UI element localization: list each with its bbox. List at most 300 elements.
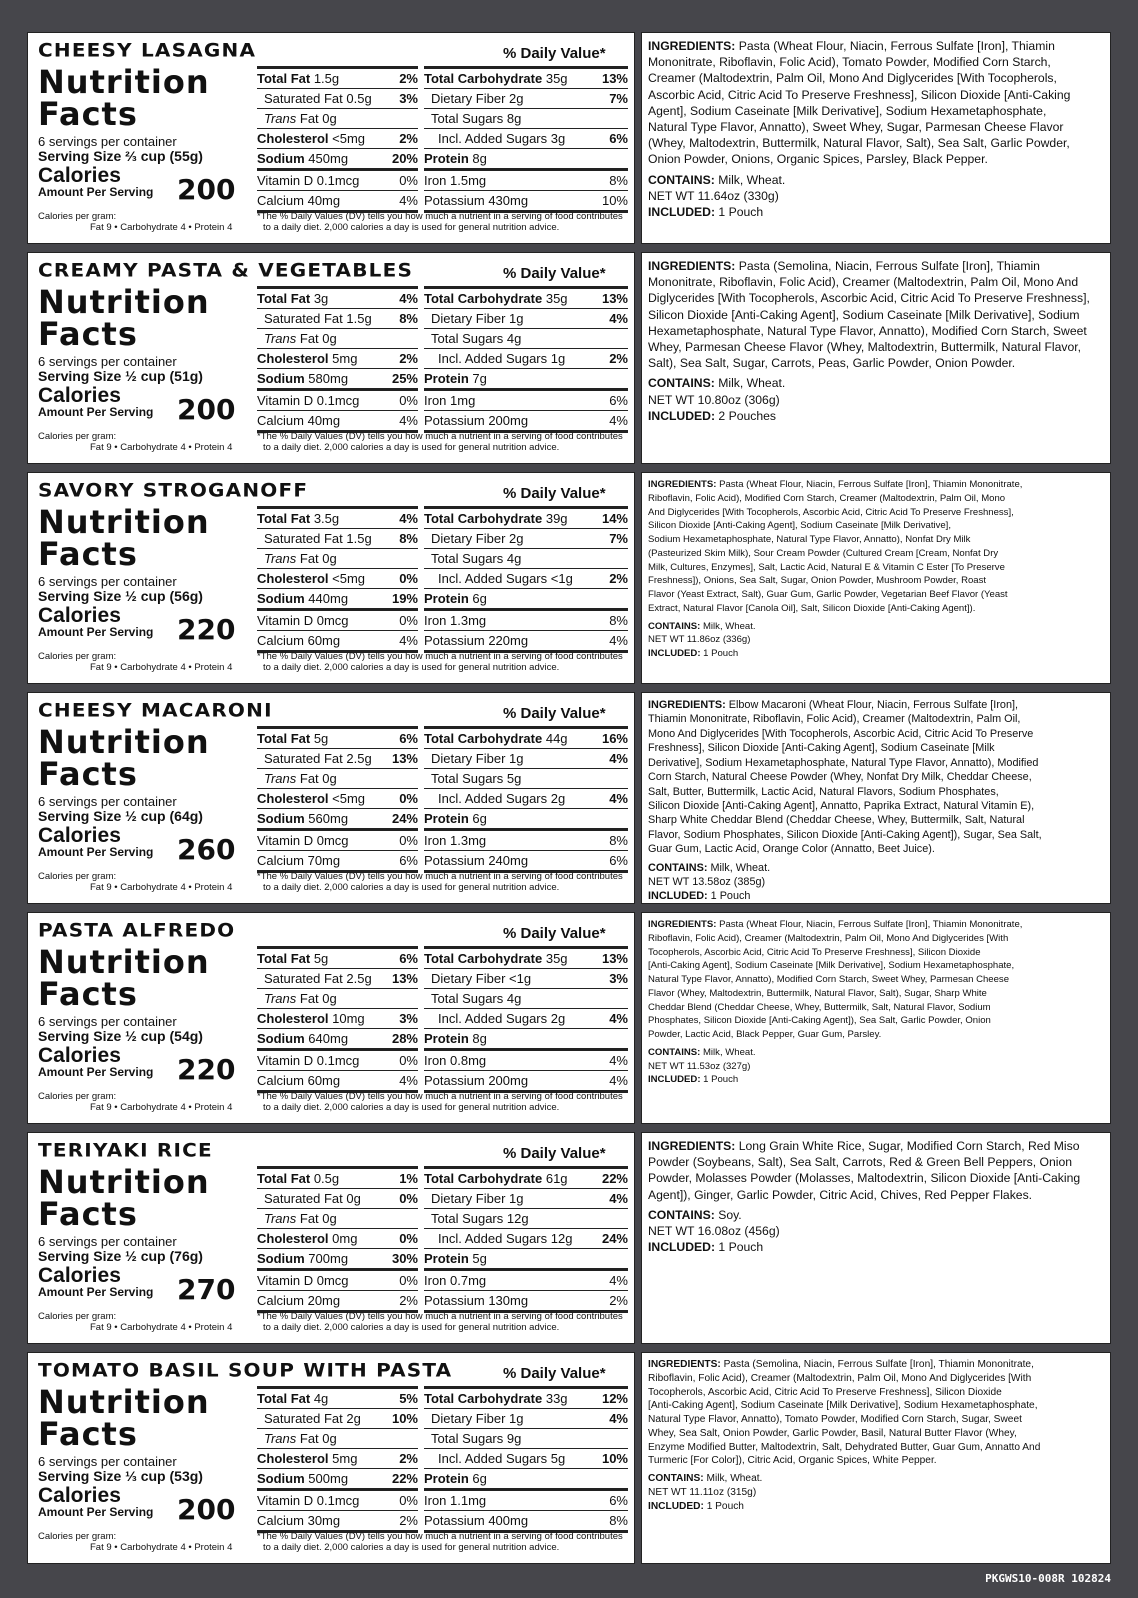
- calories-value: 270: [177, 1273, 236, 1306]
- nutrient-amount: <1g: [509, 971, 532, 986]
- servings-per-container: 6 servings per container: [38, 354, 177, 369]
- footnote-line: *The % Daily Values (DV) tells you how much a nutrient in a serving of food contributes: [257, 1091, 623, 1102]
- footnote-line: to a daily diet. 2,000 calories a day is used for general nutrition advice.: [263, 882, 560, 893]
- potassium-row: [424, 631, 628, 653]
- daily-value-header: % Daily Value*: [503, 705, 606, 722]
- nutrient-amount: 0.1mcg: [316, 173, 360, 188]
- nutrient-amount: 2.5g: [346, 751, 372, 766]
- cholesterol-row: [257, 1009, 418, 1029]
- nutrient-column-left: [257, 66, 418, 213]
- nutrient-amount: 0.1mcg: [316, 1493, 360, 1508]
- ingredients-line: Diglycerides [With Tocopherols, Ascorbic Acid, Citric Acid To Preserve Freshness],: [648, 291, 1090, 306]
- added-sugars-row: [424, 569, 628, 589]
- ingredients-line: Whey, Sea Salt, Onion Powder, Garlic Powder, Basil, Natural Butter Flavor (Whey,: [648, 1427, 1017, 1439]
- nutrient-amount: 400mg: [488, 1513, 529, 1528]
- saturated-fat-row: [257, 749, 418, 769]
- nutrient-label: Saturated Fat: [264, 971, 343, 986]
- ingredients-line: Tocopherols, Ascorbic Acid, Citric Acid To Preserve Freshness], Silicon Dioxide: [648, 1386, 1002, 1398]
- amount-per-serving-label: Amount Per Serving: [38, 1065, 154, 1079]
- total-sugars-row: [424, 1429, 628, 1449]
- nutrient-amount: 2g: [550, 791, 566, 806]
- nutrient-label: Saturated Fat: [264, 1191, 343, 1206]
- ingredients-line: Silicon Dioxide [Anti-Caking Agent], Annatto, Paprika Extract, Natural Vitamin E),: [648, 799, 1035, 812]
- net-weight-value: 10.80oz (306g): [697, 392, 780, 407]
- calories-per-gram-label: Calories per gram:: [38, 1531, 117, 1542]
- nutrient-label: Trans: [264, 551, 297, 566]
- ingredients-text: [648, 478, 1104, 616]
- net-weight-value: 11.86oz (336g): [686, 634, 751, 646]
- net-weight-value: 16.08oz (456g): [697, 1224, 780, 1239]
- iron-row: [424, 611, 628, 631]
- nutrient-table: [257, 1386, 628, 1533]
- nutrition-facts-panel: [27, 252, 635, 464]
- nutrient-dv: 24%: [601, 1231, 628, 1246]
- nutrient-label: Cholesterol: [257, 1231, 329, 1246]
- nutrient-dv: 14%: [601, 511, 628, 526]
- nutrient-amount: 2g: [346, 1411, 361, 1426]
- nutrient-column-right: [424, 286, 628, 433]
- nutrient-label: Protein: [424, 811, 469, 826]
- included-label: INCLUDED:: [648, 1074, 701, 1086]
- nutrition-facts-panel: [27, 1132, 635, 1344]
- dietary-fiber-row: [424, 749, 628, 769]
- calories-label: Calories: [38, 164, 121, 187]
- nutrient-amount: 5g: [550, 1451, 566, 1466]
- calories-per-gram: [38, 1311, 232, 1333]
- amount-per-serving-label: Amount Per Serving: [38, 1285, 154, 1299]
- nutrient-label: Total Fat: [257, 731, 311, 746]
- potassium-row: [424, 1291, 628, 1313]
- ingredients-line: Elbow Macaroni (Wheat Flour, Niacin, Ferrous Sulfate [Iron],: [728, 699, 1019, 711]
- nutrient-amount: 8g: [472, 1031, 487, 1046]
- ingredients-label: INGREDIENTS:: [648, 479, 717, 490]
- nutrition-facts-title-line2: Facts: [38, 975, 138, 1013]
- nutrient-amount: 6g: [472, 1471, 487, 1486]
- nutrient-table: [257, 726, 628, 873]
- nutrient-amount: 8g: [472, 151, 487, 166]
- included-label: INCLUDED:: [648, 1240, 716, 1255]
- nutrient-amount: 7g: [472, 371, 487, 386]
- ingredients-line: Freshness]), Onions, Sea Salt, Sugar, Onion Powder, Mushroom Powder, Roast: [648, 575, 987, 587]
- potassium-row: [424, 1071, 628, 1093]
- nutrient-label: Trans: [264, 991, 297, 1006]
- allergens-line: [648, 172, 1104, 188]
- included-label: INCLUDED:: [648, 648, 701, 660]
- calories-label: Calories: [38, 824, 121, 847]
- nutrient-dv: 19%: [391, 591, 418, 606]
- nutrient-amount: 4g: [506, 991, 522, 1006]
- nutrient-amount: 5g: [472, 1251, 487, 1266]
- calories-label: Calories: [38, 1484, 121, 1507]
- nutrient-dv: 0%: [399, 571, 418, 586]
- nutrient-label: Cholesterol: [257, 791, 329, 806]
- nutrient-label: Sodium: [257, 1251, 305, 1266]
- nutrient-amount: 0g: [346, 1191, 361, 1206]
- nutrient-amount: Fat 0g: [296, 551, 337, 566]
- nutrient-amount: 0.5g: [346, 91, 372, 106]
- net-weight-value: 11.11oz (315g): [689, 1486, 757, 1498]
- ingredients-line: Phosphates, Silicon Dioxide [Anti-Caking Agent]), Sea Salt, Garlic Powder, Onion: [648, 1015, 991, 1027]
- nutrient-column-right: [424, 506, 628, 653]
- total-fat-row: [257, 286, 418, 309]
- calcium-row: [257, 851, 418, 873]
- total-sugars-row: [424, 989, 628, 1009]
- ingredients-line: Thiamin Mononitrate, Riboflavin, Folic Acid), Creamer (Maltodextrin, Palm Oil,: [648, 713, 1021, 726]
- nutrient-amount: 0mcg: [316, 1273, 349, 1288]
- servings-per-container: 6 servings per container: [38, 1454, 177, 1469]
- net-weight-line: [648, 875, 1104, 889]
- nutrient-label: Iron: [424, 393, 447, 408]
- nutrient-column-right: [424, 726, 628, 873]
- calories-per-gram-detail: Fat 9 • Carbohydrate 4 • Protein 4: [90, 222, 233, 233]
- nutrient-amount: 1.5g: [346, 531, 372, 546]
- iron-row: [424, 1051, 628, 1071]
- daily-value-footnote: [257, 1091, 628, 1113]
- calories-value: 220: [177, 1053, 236, 1086]
- nutrient-table: [257, 1166, 628, 1313]
- net-weight-label: NET WT: [648, 1060, 685, 1072]
- nutrient-dv: 5%: [399, 1391, 418, 1406]
- nutrient-column-right: [424, 946, 628, 1093]
- product-name: SAVORY STROGANOFF: [38, 478, 309, 502]
- added-sugars-row: [424, 1229, 628, 1249]
- included-line: [648, 1500, 1104, 1514]
- nutrient-table: [257, 946, 628, 1093]
- ingredients-text: [648, 698, 1104, 857]
- nutrient-label: Total Sugars: [431, 111, 504, 126]
- nutrient-amount: 5mg: [332, 1451, 358, 1466]
- nutrient-label: Cholesterol: [257, 1451, 329, 1466]
- nutrient-dv: 4%: [609, 1411, 628, 1426]
- nutrient-amount: 1g: [509, 1191, 524, 1206]
- included-value: 1 Pouch: [703, 1074, 739, 1086]
- product-row: [27, 912, 1111, 1124]
- nutrient-label: Vitamin D: [257, 393, 314, 408]
- nutrition-facts-panel: [27, 472, 635, 684]
- ingredients-line: Pasta (Semolina, Niacin, Ferrous Sulfate [Iron], Thiamin Mononitrate,: [723, 1359, 1034, 1370]
- nutrient-amount: 0mg: [332, 1231, 358, 1246]
- nutrient-amount: 130mg: [488, 1293, 529, 1308]
- nutrient-amount: 35g: [545, 71, 568, 86]
- calories-value: 220: [177, 613, 236, 646]
- ingredients-line: Riboflavin, Folic Acid), Modified Corn Starch, Creamer (Maltodextrin, Palm Oil, Mono: [648, 492, 1006, 504]
- ingredients-line: Natural Type Flavor, Annatto), Tomato Powder, Modified Corn Starch, Sugar, Sweet: [648, 1414, 1022, 1426]
- nutrient-label: Total Sugars: [431, 331, 504, 346]
- ingredients-line: Onion Powder, Onions, Organic Spices, Parsley, Black Pepper.: [648, 152, 988, 167]
- nutrient-dv: 8%: [609, 613, 628, 628]
- included-value: 2 Pouches: [718, 408, 777, 423]
- cholesterol-row: [257, 129, 418, 149]
- nutrient-label: Total Fat: [257, 71, 311, 86]
- calories-per-gram-label: Calories per gram:: [38, 651, 117, 662]
- allergens-block: [648, 172, 1104, 221]
- nutrient-amount: 2g: [509, 531, 524, 546]
- cholesterol-row: [257, 569, 418, 589]
- ingredients-panel: [641, 692, 1111, 904]
- nutrient-label: Saturated Fat: [264, 1411, 343, 1426]
- calories-value: 200: [177, 393, 236, 426]
- nutrient-amount: 12g: [550, 1231, 573, 1246]
- footnote-line: to a daily diet. 2,000 calories a day is used for general nutrition advice.: [263, 662, 560, 673]
- nutrient-column-left: [257, 286, 418, 433]
- added-sugars-row: [424, 789, 628, 809]
- allergens-label: CONTAINS:: [648, 1046, 701, 1058]
- nutrient-dv: 3%: [609, 971, 628, 986]
- product-name: CHEESY LASAGNA: [38, 38, 257, 62]
- nutrient-dv: 4%: [609, 1191, 628, 1206]
- nutrient-dv: 0%: [399, 393, 418, 408]
- protein-row: [424, 1029, 628, 1051]
- ingredients-label: INGREDIENTS:: [648, 1359, 721, 1370]
- ingredients-line: Guar Gum, Lactic Acid, Orange Color (Annatto, Beet Juice).: [648, 843, 935, 856]
- vitamin-d-row: [257, 1271, 418, 1291]
- nutrient-label: Sodium: [257, 371, 305, 386]
- ingredients-line: [Anti-Caking Agent], Sodium Caseinate [Milk Derivative], Sodium Hexametaphosphate,: [648, 960, 1015, 972]
- nutrient-label: Sodium: [257, 811, 305, 826]
- ingredients-line: Powder (Soybeans, Salt), Sea Salt, Carrots, Red & Green Bell Peppers, Onion: [648, 1155, 1073, 1170]
- nutrient-dv: 6%: [609, 853, 628, 868]
- ingredients-panel: [641, 912, 1111, 1124]
- nutrient-amount: 4g: [506, 331, 522, 346]
- vitamin-d-row: [257, 831, 418, 851]
- calcium-row: [257, 1291, 418, 1313]
- sodium-row: [257, 589, 418, 611]
- calories-per-gram: [38, 211, 232, 233]
- vitamin-d-row: [257, 1491, 418, 1511]
- cholesterol-row: [257, 789, 418, 809]
- nutrient-label: Calcium: [257, 1073, 304, 1088]
- cholesterol-row: [257, 349, 418, 369]
- calories-per-gram-detail: Fat 9 • Carbohydrate 4 • Protein 4: [90, 442, 233, 453]
- calories-per-gram: [38, 431, 232, 453]
- nutrition-facts-title: [38, 283, 248, 353]
- trans-fat-row: [257, 1209, 418, 1229]
- ingredients-line: And Diglycerides [With Tocopherols, Ascorbic Acid, Citric Acid To Preserve Freshness],: [648, 506, 1014, 518]
- nutrient-amount: 3g: [313, 291, 329, 306]
- calories-per-gram: [38, 871, 232, 893]
- calories-per-gram-label: Calories per gram:: [38, 431, 117, 442]
- nutrient-amount: 60mg: [307, 633, 341, 648]
- product-row: [27, 1352, 1111, 1564]
- nutrient-amount: 9g: [506, 1431, 522, 1446]
- nutrient-amount: 8g: [506, 111, 522, 126]
- footnote-line: to a daily diet. 2,000 calories a day is used for general nutrition advice.: [263, 1542, 560, 1553]
- ingredients-line: Milk, Cultures, Enzymes], Salt, Lactic Acid, Natural E & Vitamin C Ester [To Preserve: [648, 561, 1005, 573]
- ingredients-line: Powder, Lactic Acid, Black Pepper, Guar Gum, Parsley.: [648, 1029, 882, 1041]
- iron-row: [424, 831, 628, 851]
- nutrient-amount: 4g: [506, 551, 522, 566]
- nutrient-label: Total Carbohydrate: [424, 951, 543, 966]
- included-label: INCLUDED:: [648, 205, 716, 220]
- nutrient-dv: 2%: [399, 71, 418, 86]
- included-line: [648, 889, 1104, 903]
- nutrient-dv: 2%: [399, 1293, 418, 1308]
- included-value: 1 Pouch: [703, 648, 739, 660]
- total-carbohydrate-row: [424, 946, 628, 969]
- nutrient-dv: 13%: [601, 71, 628, 86]
- net-weight-value: 13.58oz (385g): [692, 876, 766, 889]
- nutrient-label: Calcium: [257, 853, 304, 868]
- nutrient-dv: 6%: [609, 1493, 628, 1508]
- nutrient-amount: 3.5g: [313, 511, 340, 526]
- nutrition-facts-title-line2: Facts: [38, 1195, 138, 1233]
- nutrient-amount: 1.1mg: [450, 1493, 487, 1508]
- total-carbohydrate-row: [424, 726, 628, 749]
- nutrient-label: Protein: [424, 1031, 469, 1046]
- nutrient-amount: 61g: [545, 1171, 568, 1186]
- nutrient-label: Total Fat: [257, 951, 311, 966]
- net-weight-value: 11.64oz (330g): [697, 188, 779, 203]
- ingredients-line: [Anti-Caking Agent], Sodium Caseinate [Milk Derivative], Sodium Hexametaphosphate,: [648, 1400, 1038, 1412]
- nutrient-label: Potassium: [424, 1293, 485, 1308]
- nutrient-amount: 0.8mg: [450, 1053, 487, 1068]
- nutrient-dv: 2%: [399, 131, 418, 146]
- total-sugars-row: [424, 109, 628, 129]
- ingredients-line: Mono And Diglycerides [With Tocopherols, Ascorbic Acid, Citric Acid To Preserve: [648, 727, 1034, 740]
- potassium-row: [424, 1511, 628, 1533]
- nutrient-amount: Fat 0g: [296, 771, 337, 786]
- iron-row: [424, 1491, 628, 1511]
- nutrient-amount: 35g: [545, 291, 568, 306]
- nutrient-amount: 1.3mg: [450, 613, 487, 628]
- allergens-line: [648, 375, 1104, 391]
- nutrient-label: Total Fat: [257, 1391, 311, 1406]
- nutrient-amount: 1mg: [450, 393, 476, 408]
- product-row: [27, 1132, 1111, 1344]
- daily-value-footnote: [257, 1311, 628, 1333]
- ingredients-line: Derivative], Sodium Hexametaphosphate, Natural Type Flavor, Annatto), Modified: [648, 756, 1039, 769]
- footnote-line: to a daily diet. 2,000 calories a day is used for general nutrition advice.: [263, 222, 560, 233]
- serving-size: Serving Size ½ cup (76g): [38, 1248, 203, 1264]
- vitamin-d-row: [257, 611, 418, 631]
- dietary-fiber-row: [424, 1409, 628, 1429]
- nutrition-facts-panel: [27, 32, 635, 244]
- nutrient-label: Cholesterol: [257, 1011, 329, 1026]
- nutrient-amount: 700mg: [308, 1251, 349, 1266]
- added-sugars-row: [424, 1009, 628, 1029]
- nutrient-amount: <5mg: [332, 571, 366, 586]
- servings-per-container: 6 servings per container: [38, 794, 177, 809]
- total-carbohydrate-row: [424, 66, 628, 89]
- allergens-value: Milk, Wheat.: [718, 376, 786, 391]
- ingredients-line: (Pasteurized Skim Milk), Sour Cream Powder (Cultured Cream [Cream, Nonfat Dry: [648, 547, 999, 559]
- nutrient-dv: 16%: [601, 731, 628, 746]
- daily-value-header: % Daily Value*: [503, 1365, 606, 1382]
- included-label: INCLUDED:: [648, 408, 716, 423]
- nutrient-dv: 3%: [399, 1011, 418, 1026]
- nutrient-amount: 2g: [550, 1011, 566, 1026]
- nutrition-facts-title-line2: Facts: [38, 315, 138, 353]
- nutrient-dv: 0%: [399, 791, 418, 806]
- footnote-line: to a daily diet. 2,000 calories a day is used for general nutrition advice.: [263, 1322, 560, 1333]
- nutrient-amount: 2.5g: [346, 971, 372, 986]
- allergens-block: [648, 620, 1104, 661]
- nutrient-amount: 40mg: [307, 193, 341, 208]
- nutrient-column-right: [424, 66, 628, 213]
- nutrient-dv: 0%: [399, 833, 418, 848]
- net-weight-line: [648, 1223, 1104, 1239]
- calories-label: Calories: [38, 1264, 121, 1287]
- calories-label: Calories: [38, 604, 121, 627]
- nutrient-label: Dietary Fiber: [431, 91, 506, 106]
- product-row: [27, 32, 1111, 244]
- nutrient-label: Incl. Added Sugars: [438, 571, 548, 586]
- included-value: 1 Pouch: [718, 1240, 764, 1255]
- ingredients-line: Powder, Molasses Powder (Molasses, Maltodextrin, Silicon Dioxide [Anti-Caking: [648, 1171, 1081, 1186]
- saturated-fat-row: [257, 529, 418, 549]
- allergens-line: [648, 1207, 1104, 1223]
- total-carbohydrate-row: [424, 1386, 628, 1409]
- nutrient-label: Incl. Added Sugars: [438, 791, 548, 806]
- daily-value-header: % Daily Value*: [503, 45, 606, 62]
- nutrient-dv: 12%: [601, 1391, 628, 1406]
- nutrient-amount: 640mg: [308, 1031, 349, 1046]
- nutrient-label: Iron: [424, 1053, 447, 1068]
- label-sheet: [27, 32, 1111, 1572]
- nutrient-label: Dietary Fiber: [431, 971, 506, 986]
- nutrient-dv: 4%: [399, 193, 418, 208]
- included-line: [648, 647, 1104, 661]
- nutrient-label: Total Carbohydrate: [424, 511, 543, 526]
- calories-per-gram-label: Calories per gram:: [38, 1311, 117, 1322]
- protein-row: [424, 369, 628, 391]
- ingredients-panel: [641, 1132, 1111, 1344]
- nutrition-facts-title-line1: Nutrition: [38, 63, 210, 101]
- cholesterol-row: [257, 1229, 418, 1249]
- trans-fat-row: [257, 109, 418, 129]
- net-weight-label: NET WT: [648, 1486, 687, 1498]
- cholesterol-row: [257, 1449, 418, 1469]
- nutrient-label: Calcium: [257, 633, 304, 648]
- saturated-fat-row: [257, 309, 418, 329]
- nutrient-label: Calcium: [257, 1293, 304, 1308]
- daily-value-header: % Daily Value*: [503, 485, 606, 502]
- calcium-row: [257, 1511, 418, 1533]
- nutrition-facts-title-line1: Nutrition: [38, 943, 210, 981]
- nutrient-label: Total Fat: [257, 511, 311, 526]
- nutrient-dv: 0%: [399, 1053, 418, 1068]
- nutrient-dv: 0%: [399, 173, 418, 188]
- footnote-line: to a daily diet. 2,000 calories a day is used for general nutrition advice.: [263, 442, 560, 453]
- footnote-line: *The % Daily Values (DV) tells you how much a nutrient in a serving of food contributes: [257, 211, 623, 222]
- ingredients-line: Sodium Hexametaphosphate, Natural Type Flavor, Annatto), Nonfat Dry Milk: [648, 534, 971, 546]
- nutrient-label: Potassium: [424, 413, 485, 428]
- nutrient-label: Potassium: [424, 1073, 485, 1088]
- nutrient-label: Incl. Added Sugars: [438, 131, 548, 146]
- allergens-block: [648, 861, 1104, 904]
- nutrient-label: Trans: [264, 331, 297, 346]
- nutrient-dv: 6%: [609, 393, 628, 408]
- nutrient-dv: 0%: [399, 1231, 418, 1246]
- net-weight-label: NET WT: [648, 876, 690, 889]
- calories-value: 200: [177, 173, 236, 206]
- nutrition-facts-panel: [27, 912, 635, 1124]
- nutrient-amount: 430mg: [488, 193, 529, 208]
- iron-row: [424, 1271, 628, 1291]
- ingredients-label: INGREDIENTS:: [648, 39, 736, 53]
- protein-row: [424, 809, 628, 831]
- allergens-label: CONTAINS:: [648, 620, 701, 632]
- allergens-block: [648, 1046, 1104, 1087]
- nutrient-amount: 1.3mg: [450, 833, 487, 848]
- nutrition-facts-panel: [27, 692, 635, 904]
- nutrient-amount: 0mcg: [316, 833, 349, 848]
- footnote-line: *The % Daily Values (DV) tells you how much a nutrient in a serving of food contributes: [257, 1311, 623, 1322]
- nutrient-label: Sodium: [257, 1031, 305, 1046]
- included-value: 1 Pouch: [706, 1500, 744, 1512]
- nutrient-amount: 60mg: [307, 1073, 341, 1088]
- iron-row: [424, 171, 628, 191]
